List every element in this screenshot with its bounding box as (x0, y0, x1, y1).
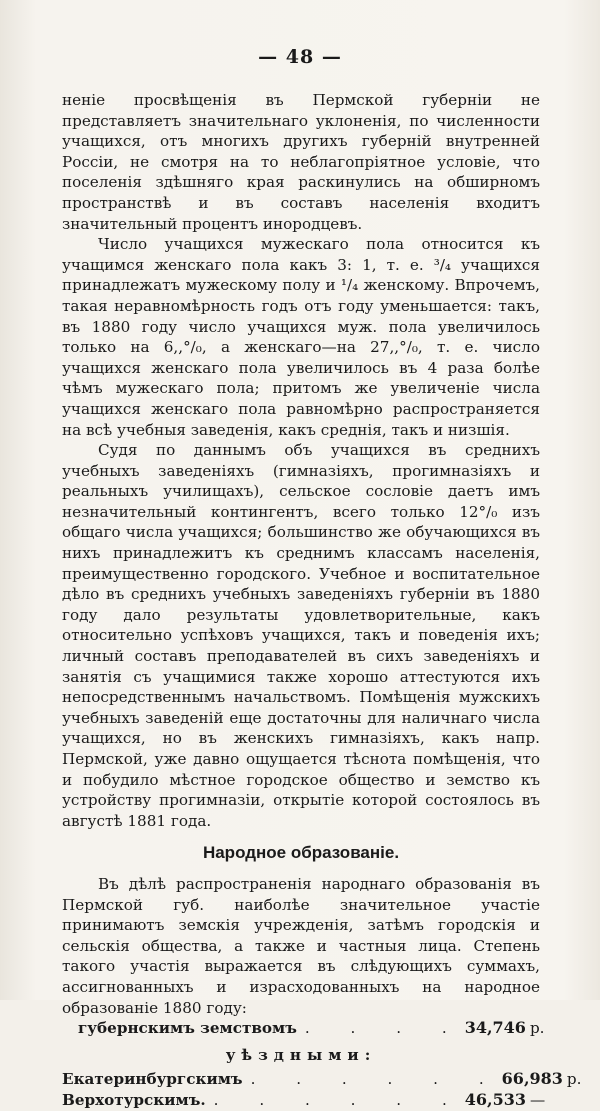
body-text (62, 90, 582, 1111)
page-number: — 48 — (258, 46, 342, 68)
uezd-label: Верхотурскимъ. (62, 1090, 206, 1109)
uezd-amount: 66,983 (501, 1069, 563, 1089)
uezd-row (62, 1069, 582, 1090)
uezd-dots: . . . . . . (213, 1090, 465, 1109)
paragraph-1: ненiе просвѣщенiя въ Пермской губернiи не представляетъ значительнаго уклоненiя, по численности учащихся, отъ многихъ другихъ губернiй внутренней Россiи, не смотря на то неблагопрiятное условiе, что поселенiя здѣшняго края раскинулись на обширномъ пространствѣ и въ составъ населенiя входитъ значительный процентъ инородцевъ. (62, 91, 540, 233)
uezd-unit: — (530, 1090, 546, 1109)
gubernia-amount: 34,746 (464, 1018, 526, 1038)
uezd-unit: р. (566, 1070, 582, 1089)
uezd-header: уѣздными: (225, 1045, 377, 1064)
section-paragraph: Въ дѣлѣ распространенiя народнаго образованiя въ Пермской губ. наиболѣе значительное участiе принимаютъ земскiя учрежденiя, затѣмъ городскiя и сельскiя общества, а также и частныя лица. Степень такого участiя выражается въ слѣдующихъ суммахъ, ассигнованныхъ и израсходованныхъ на народное образованiе 1880 году: (62, 874, 540, 1017)
paragraph-2: Число учащихся мужескаго пола относится къ учащимся женскаго пола какъ 3: 1, т. е. ³/₄ учащихся принадлежатъ мужескому полу и ¹/₄ женскому. Впрочемъ, такая неравномѣрность годъ отъ году уменьшается: такъ, въ 1880 году число учащихся муж. пола увеличилось только на 6,,°/₀, а женскаго—на 27,,°/₀, т. е. число учащихся женскаго пола увеличилось въ 4 раза болѣе чѣмъ мужескаго пола; притомъ же увеличенiе числа учащихся женскаго пола равномѣрно распространяется на всѣ учебныя заведенiя, какъ среднiя, такъ и низшiя. (62, 235, 540, 439)
gubernia-funding-row (62, 1018, 545, 1039)
gubernia-label: губернскимъ земствомъ (78, 1019, 297, 1038)
section-title: Народное образованiе. (202, 843, 400, 863)
uezd-row (62, 1089, 546, 1111)
paragraph-3: Судя по даннымъ объ учащихся въ среднихъ учебныхъ заведенiяхъ (гимназiяхъ, прогимназiяхъ и реальныхъ училищахъ), сельское сословiе даетъ имъ незначительный контингентъ, всего только 12°/₀ изъ общаго числа учащихся; большинство же обучающихся въ нихъ принадлежитъ къ среднимъ классамъ населенiя, преимущественно городского. Учебное и воспитательное дѣло въ среднихъ учебныхъ заведенiяхъ губернiи въ 1880 году дало результаты удовлетворительные, какъ относительно успѣховъ учащихся, такъ и поведенiя ихъ; личный составъ преподавателей въ сихъ заведенiяхъ и занятiя съ учащимися также хорошо аттестуются ихъ непосредственнымъ начальствомъ. Помѣщенiя мужскихъ учебныхъ заведенiй еще достаточны для наличнаго числа учащихся, но въ женскихъ гимназiяхъ, какъ напр. Пермской, уже давно ощущается тѣснота помѣщенiя, что и побудило мѣстное городское общество и земство къ устройству прогимназiи, открытiе которой состоялось въ августѣ 1881 года. (62, 441, 540, 830)
uezd-amount: 46,533 (464, 1089, 527, 1109)
uezd-label: Екатеринбургскимъ (62, 1070, 243, 1089)
gubernia-unit: р. (529, 1019, 545, 1038)
uezd-dots: . . . . . . (250, 1070, 502, 1089)
gubernia-dots: . . . . (304, 1019, 465, 1038)
